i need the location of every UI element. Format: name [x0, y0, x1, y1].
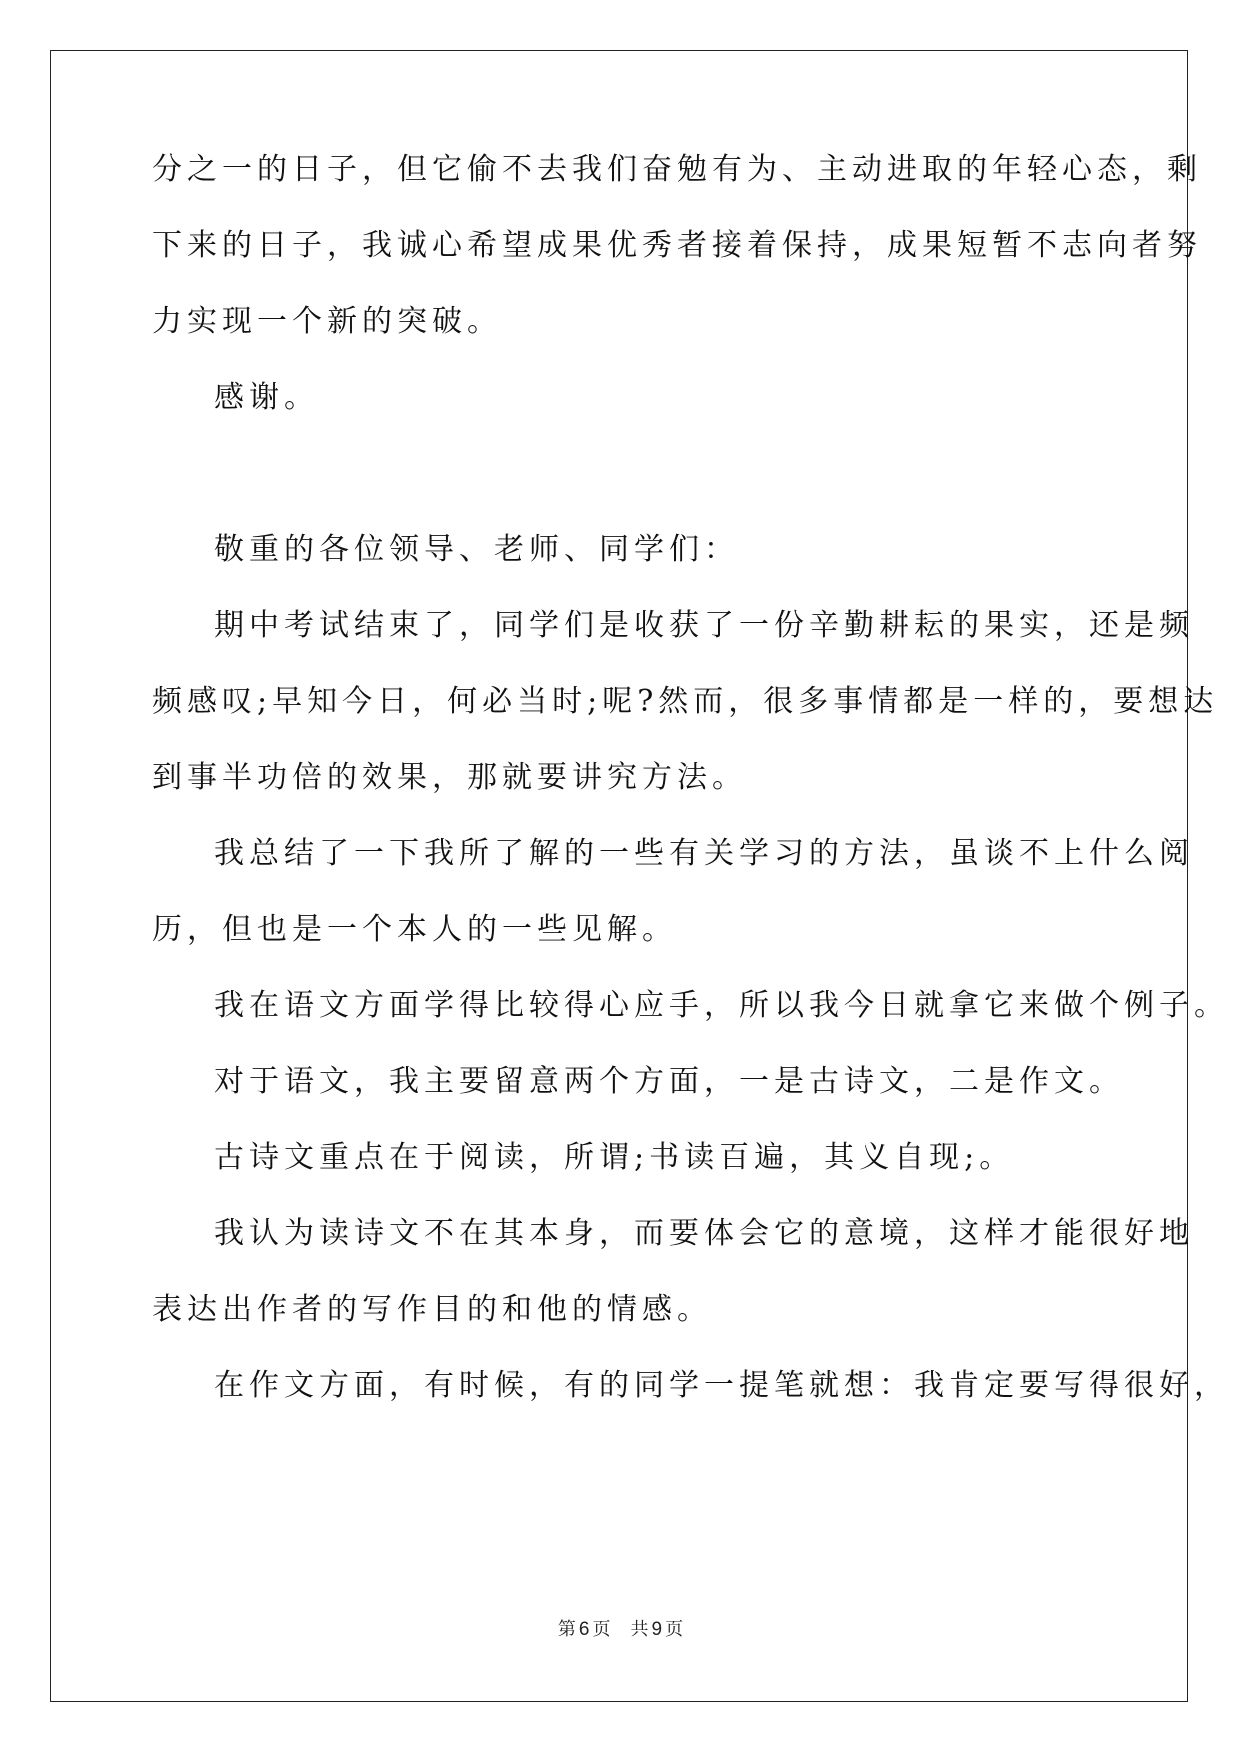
body-line: 分之一的日子，但它偷不去我们奋勉有为、主动进取的年轻心态，剩 — [152, 152, 1202, 187]
body-line: 感谢。 — [214, 380, 319, 415]
page-suffix: 页 — [592, 1619, 611, 1640]
body-line: 表达出作者的写作目的和他的情感。 — [152, 1292, 712, 1327]
body-line: 在作文方面，有时候，有的同学一提笔就想：我肯定要写得很好， — [214, 1368, 1229, 1403]
current-page-number: 6 — [578, 1619, 590, 1640]
body-line: 我总结了一下我所了解的一些有关学习的方法，虽谈不上什么阅 — [214, 836, 1194, 871]
salutation: 敬重的各位领导、老师、同学们： — [214, 532, 739, 567]
body-line: 我认为读诗文不在其本身，而要体会它的意境，这样才能很好地 — [214, 1216, 1194, 1251]
page-prefix: 第 — [557, 1619, 576, 1640]
body-line: 历，但也是一个本人的一些见解。 — [152, 912, 677, 947]
page-border — [50, 50, 1188, 1702]
total-prefix: 共 — [630, 1619, 649, 1640]
body-line: 力实现一个新的突破。 — [152, 304, 502, 339]
page-footer — [0, 1618, 1241, 1642]
body-line: 我在语文方面学得比较得心应手，所以我今日就拿它来做个例子。 — [214, 988, 1229, 1023]
body-line: 到事半功倍的效果，那就要讲究方法。 — [152, 760, 747, 795]
body-line: 对于语文，我主要留意两个方面，一是古诗文，二是作文。 — [214, 1064, 1124, 1099]
total-suffix: 页 — [665, 1619, 684, 1640]
body-line: 下来的日子，我诚心希望成果优秀者接着保持，成果短暂不志向者努 — [152, 228, 1202, 263]
total-pages-number: 9 — [651, 1619, 663, 1640]
body-line: 古诗文重点在于阅读，所谓;书读百遍，其义自现;。 — [214, 1140, 1015, 1175]
body-line: 频感叹;早知今日，何必当时;呢?然而，很多事情都是一样的，要想达 — [152, 684, 1219, 719]
body-line: 期中考试结束了，同学们是收获了一份辛勤耕耘的果实，还是频 — [214, 608, 1194, 643]
